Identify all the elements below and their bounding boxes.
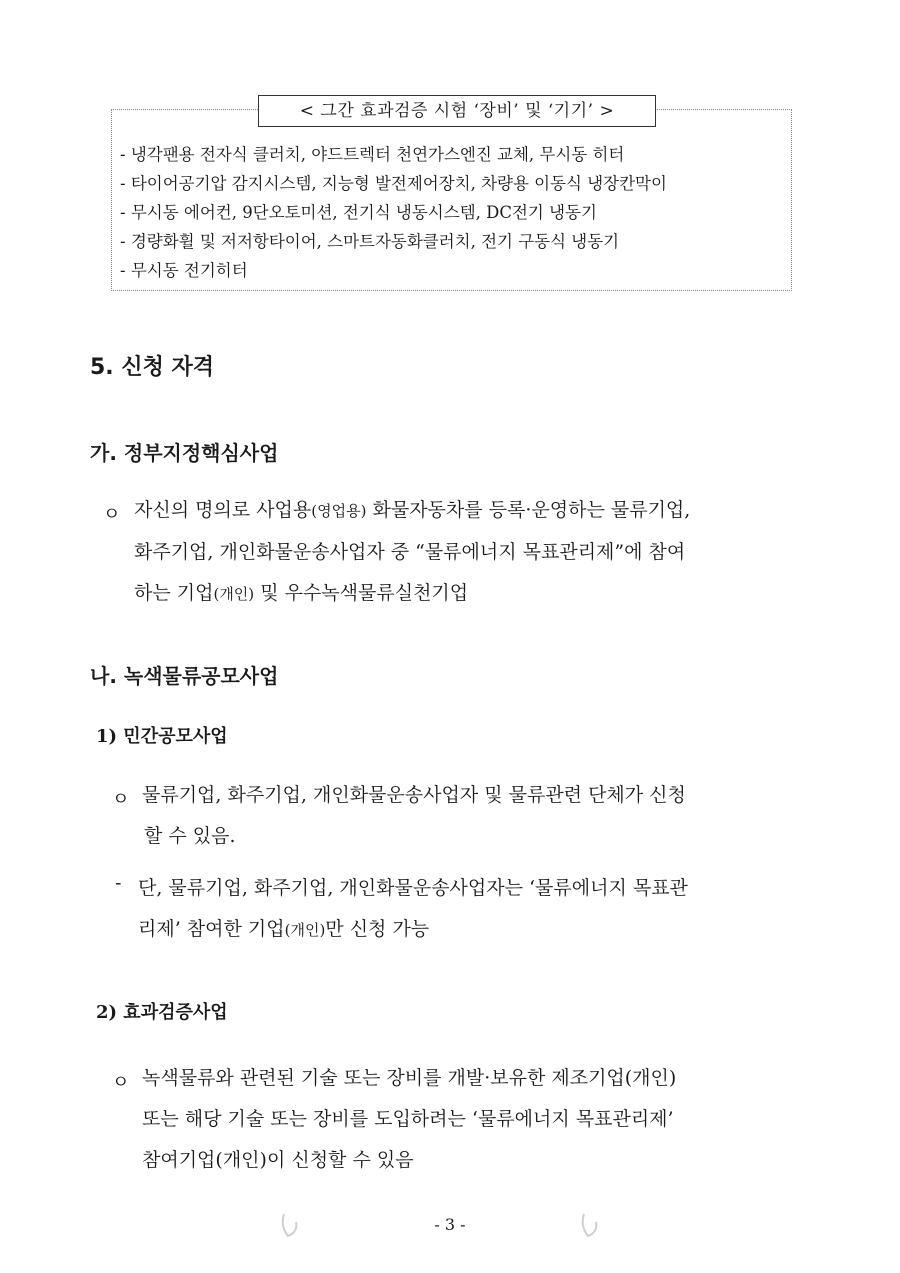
item2-title: 2) 효과검증사업: [96, 1002, 228, 1023]
item2-paragraph: [142, 1058, 676, 1181]
paragraph-line: 물류기업, 화주기업, 개인화물운송사업자 및 물류관련 단체가 신청: [142, 784, 686, 806]
bullet-marker: ㅇ: [112, 789, 130, 810]
paragraph-line: 자신의 명의로 사업용(영업용) 화물자동차를 등록·운영하는 물류기업,: [134, 499, 691, 521]
equipment-item: - 경량화휠 및 저저항타이어, 스마트자동화클러치, 전기 구동식 냉동기: [120, 232, 620, 251]
paragraph-line: 참여기업(개인)이 신청할 수 있음: [142, 1149, 414, 1171]
paragraph-line: 리제’ 참여한 기업(개인)만 신청 가능: [138, 918, 430, 940]
paragraph-line: 할 수 있음.: [144, 825, 236, 847]
section-title: 5. 신청 자격: [90, 355, 214, 380]
dash-marker: -: [115, 872, 122, 894]
paragraph-line: 단, 물류기업, 화주기업, 개인화물운송사업자는 ‘물류에너지 목표관: [138, 877, 688, 899]
paragraph-line: 녹색물류와 관련된 기술 또는 장비를 개발·보유한 제조기업(개인): [142, 1067, 677, 1089]
item1-paragraph: [142, 775, 686, 857]
item1-note: [138, 868, 688, 951]
subsection-a-paragraph: [134, 490, 690, 615]
equipment-item: - 무시동 에어컨, 9단오토미션, 전기식 냉동시스템, DC전기 냉동기: [120, 203, 597, 222]
equipment-list: [120, 140, 790, 285]
bullet-marker: ㅇ: [112, 1072, 130, 1093]
equipment-item: - 타이어공기압 감지시스템, 지능형 발전제어장치, 차량용 이동식 냉장칸막이: [120, 174, 667, 193]
subsection-b-title: 나. 녹색물류공모사업: [90, 664, 279, 688]
item1-title: 1) 민간공모사업: [96, 726, 228, 747]
page-number: - 3 -: [434, 1215, 466, 1234]
paragraph-line: 화주기업, 개인화물운송사업자 중 “물류에너지 목표관리제”에 참여: [134, 541, 686, 563]
paragraph-line: 또는 해당 기술 또는 장비를 도입하려는 ‘물류에너지 목표관리제’: [142, 1108, 674, 1130]
subsection-a-title: 가. 정부지정핵심사업: [90, 441, 279, 465]
equipment-item: - 냉각팬용 전자식 클러치, 야드트렉터 천연가스엔진 교체, 무시동 히터: [120, 145, 625, 164]
equipment-item: - 무시동 전기히터: [120, 261, 248, 280]
binder-hole-right: [580, 1212, 600, 1238]
equipment-box-title: < 그간 효과검증 시험 ‘장비’ 및 ‘기기’ >: [258, 95, 656, 127]
paragraph-line: 하는 기업(개인) 및 우수녹색물류실천기업: [134, 582, 469, 604]
bullet-marker: ㅇ: [103, 504, 121, 525]
